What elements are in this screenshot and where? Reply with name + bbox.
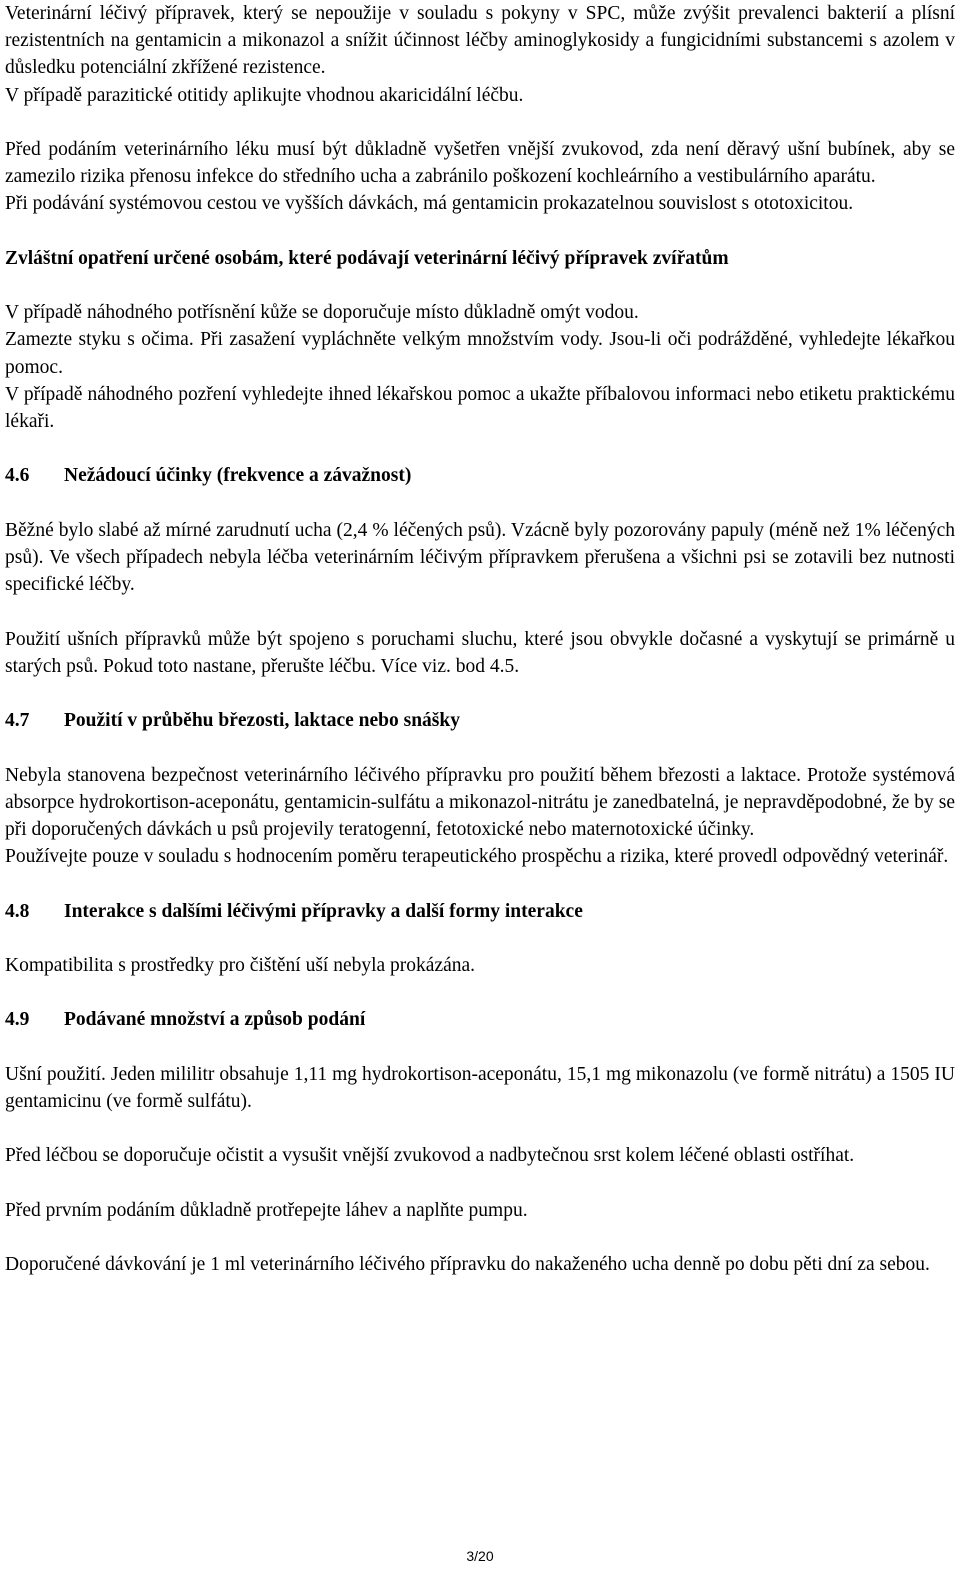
paragraph: Nebyla stanovena bezpečnost veterinárního léčivého přípravku pro použití během březosti a laktace. Protože systémová absorpce hydrokortison-aceponátu, gentamicin-sulfátu a mikonazol-nitrátu je zanedbatelná, je nepravděpodobné, že by se při doporučených dávkách u psů projevily teratogenní, fetotoxické nebo maternotoxické účinky. [5, 764, 955, 840]
section-number: 4.9 [5, 1009, 30, 1031]
paragraph: Použití ušních přípravků může být spojeno s poruchami sluchu, které jsou obvykle dočasné a vyskytují se primárně u starých psů. Pokud toto nastane, přerušte léčbu. Více viz. bod 4.5. [5, 628, 955, 677]
paragraph: Kompatibilita s prostředky pro čištění uší nebyla prokázána. [5, 954, 476, 976]
section-title: Interakce s dalšími léčivými přípravky a další formy interakce [64, 900, 583, 922]
paragraph: V případě náhodného pozření vyhledejte ihned lékařskou pomoc a ukažte příbalovou informaci nebo etiketu praktickému lékaři. [5, 383, 955, 432]
paragraph: V případě parazitické otitidy aplikujte vhodnou akaricidální léčbu. [5, 84, 524, 106]
section-heading-special: Zvláštní opatření určené osobám, které podávají veterinární léčivý přípravek zvířatům [5, 247, 729, 269]
section-heading-4-8 [5, 898, 955, 925]
section-heading-4-6 [5, 462, 955, 489]
paragraph: Běžné bylo slabé až mírné zarudnutí ucha (2,4 % léčených psů). Vzácně byly pozorovány papuly (méně než 1% léčených psů). Ve všech případech nebyla léčba veterinárním léčivým přípravkem přerušena a všichni psi se zotavili bez nutnosti specifické léčby. [5, 519, 955, 596]
paragraph: Před prvním podáním důkladně protřepejte láhev a naplňte pumpu. [5, 1199, 528, 1221]
section-heading-4-9 [5, 1006, 955, 1033]
page-number: 3/20 [466, 1548, 494, 1564]
section-title: Nežádoucí účinky (frekvence a závažnost) [64, 465, 412, 487]
section-number: 4.7 [5, 710, 30, 732]
paragraph: Ušní použití. Jeden mililitr obsahuje 1,11 mg hydrokortison-aceponátu, 15,1 mg mikonazolu (ve formě nitrátu) a 1505 IU gentamicinu (ve formě sulfátu). [5, 1063, 955, 1112]
section-heading-4-7 [5, 707, 955, 734]
paragraph: Před léčbou se doporučuje očistit a vysušit vnější zvukovod a nadbytečnou srst kolem léčené oblasti ostříhat. [5, 1145, 855, 1167]
section-number: 4.8 [5, 900, 30, 922]
paragraph: Před podáním veterinárního léku musí být důkladně vyšetřen vnější zvukovod, zda není děravý ušní bubínek, aby se zamezilo rizika přenosu infekce do středního ucha a zabránilo poškození kochleárního a vestibulárního aparátu. [5, 139, 955, 188]
section-title: Podávané množství a způsob podání [64, 1009, 366, 1031]
paragraph: Při podávání systémovou cestou ve vyšších dávkách, má gentamicin prokazatelnou souvislost s ototoxicitou. [5, 193, 854, 215]
paragraph: Veterinární léčivý přípravek, který se nepoužije v souladu s pokyny v SPC, může zvýšit prevalenci bakterií a plísní rezistentních na gentamicin a mikonazol a snížit účinnost léčby aminoglykosidy a fungicidními substancemi s azolem v důsledku potenciální zkřížené rezistence. [5, 3, 955, 79]
section-number: 4.6 [5, 465, 30, 487]
paragraph: Doporučené dávkování je 1 ml veterinárního léčivého přípravku do nakaženého ucha denně po dobu pěti dní za sebou. [5, 1254, 930, 1276]
paragraph: Zamezte styku s očima. Při zasažení vypláchněte velkým množstvím vody. Jsou-li oči podrážděné, vyhledejte lékařkou pomoc. [5, 329, 955, 378]
section-title: Použití v průběhu březosti, laktace nebo snášky [64, 710, 460, 732]
paragraph: Používejte pouze v souladu s hodnocením poměru terapeutického prospěchu a rizika, které provedl odpovědný veterinář. [5, 846, 949, 868]
paragraph: V případě náhodného potřísnění kůže se doporučuje místo důkladně omýt vodou. [5, 302, 639, 324]
